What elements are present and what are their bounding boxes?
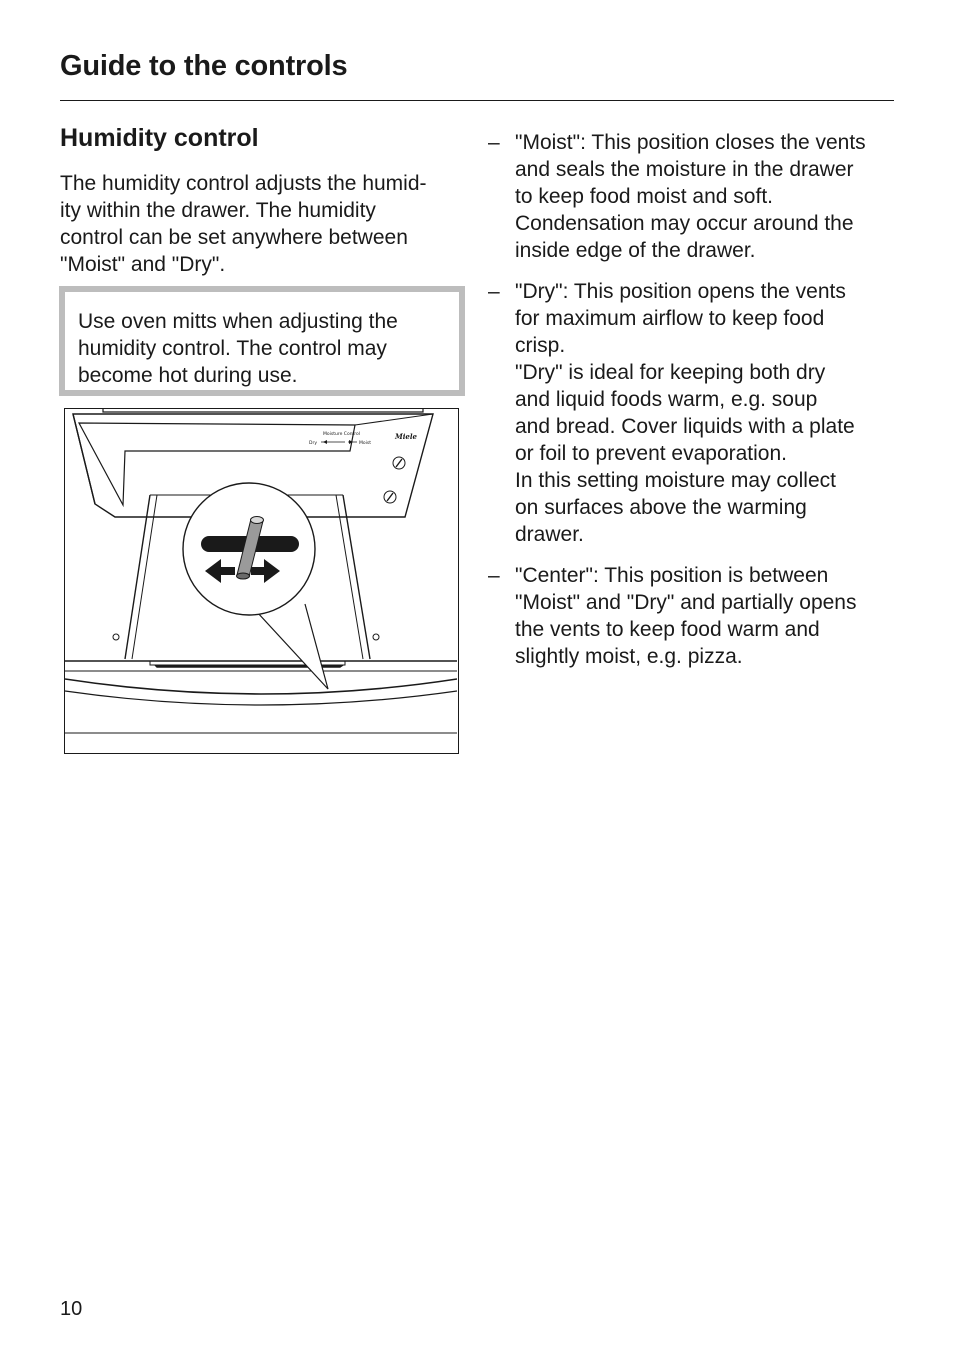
setting-line: In this setting moisture may collect	[515, 469, 836, 492]
humidity-settings-list	[488, 129, 903, 684]
setting-line: "Dry": This position opens the vents	[515, 280, 846, 303]
setting-line: "Moist" and "Dry" and partially opens	[515, 591, 857, 614]
panel-moist-label: Moist	[359, 441, 371, 446]
title-divider	[60, 100, 894, 101]
warming-drawer-illustration	[64, 408, 459, 754]
setting-line: "Center": This position is between	[515, 564, 829, 587]
warning-box	[59, 286, 465, 396]
setting-line: on surfaces above the warming	[515, 496, 807, 519]
page-number: 10	[60, 1298, 83, 1320]
intro-paragraph	[60, 170, 470, 278]
list-bullet: –	[488, 280, 500, 303]
warning-line: Use oven mitts when adjusting the	[78, 310, 398, 333]
setting-line: Condensation may occur around the	[515, 212, 854, 235]
setting-line: crisp.	[515, 334, 566, 357]
intro-line: ity within the drawer. The humidity	[60, 199, 376, 222]
setting-line: to keep food moist and soft.	[515, 185, 773, 208]
intro-line: The humidity control adjusts the humid-	[60, 172, 427, 195]
list-item	[488, 129, 903, 264]
intro-line: control can be set anywhere between	[60, 226, 408, 249]
setting-line: the vents to keep food warm and	[515, 618, 820, 641]
setting-line: drawer.	[515, 523, 584, 546]
knob-icon	[384, 457, 405, 503]
list-bullet: –	[488, 564, 500, 587]
warning-line: humidity control. The control may	[78, 337, 387, 360]
panel-label: Moisture Control	[323, 432, 361, 437]
setting-line: for maximum airflow to keep food	[515, 307, 825, 330]
list-item	[488, 562, 903, 670]
panel-dry-label: Dry	[309, 441, 317, 446]
page-title: Guide to the controls	[60, 50, 348, 82]
setting-line: slightly moist, e.g. pizza.	[515, 645, 743, 668]
intro-line: "Moist" and "Dry".	[60, 253, 226, 276]
setting-line: inside edge of the drawer.	[515, 239, 756, 262]
section-heading: Humidity control	[60, 124, 259, 152]
list-bullet: –	[488, 131, 500, 154]
setting-line: "Moist": This position closes the vents	[515, 131, 866, 154]
warning-line: become hot during use.	[78, 364, 298, 387]
setting-line: and bread. Cover liquids with a plate	[515, 415, 855, 438]
drawer-drawing	[65, 409, 457, 752]
warning-text	[65, 292, 459, 390]
setting-line: or foil to prevent evaporation.	[515, 442, 787, 465]
setting-line: and liquid foods warm, e.g. soup	[515, 388, 818, 411]
brand-logo: Miele	[395, 432, 417, 441]
setting-line: "Dry" is ideal for keeping both dry	[515, 361, 826, 384]
list-item	[488, 278, 903, 548]
setting-line: and seals the moisture in the drawer	[515, 158, 854, 181]
